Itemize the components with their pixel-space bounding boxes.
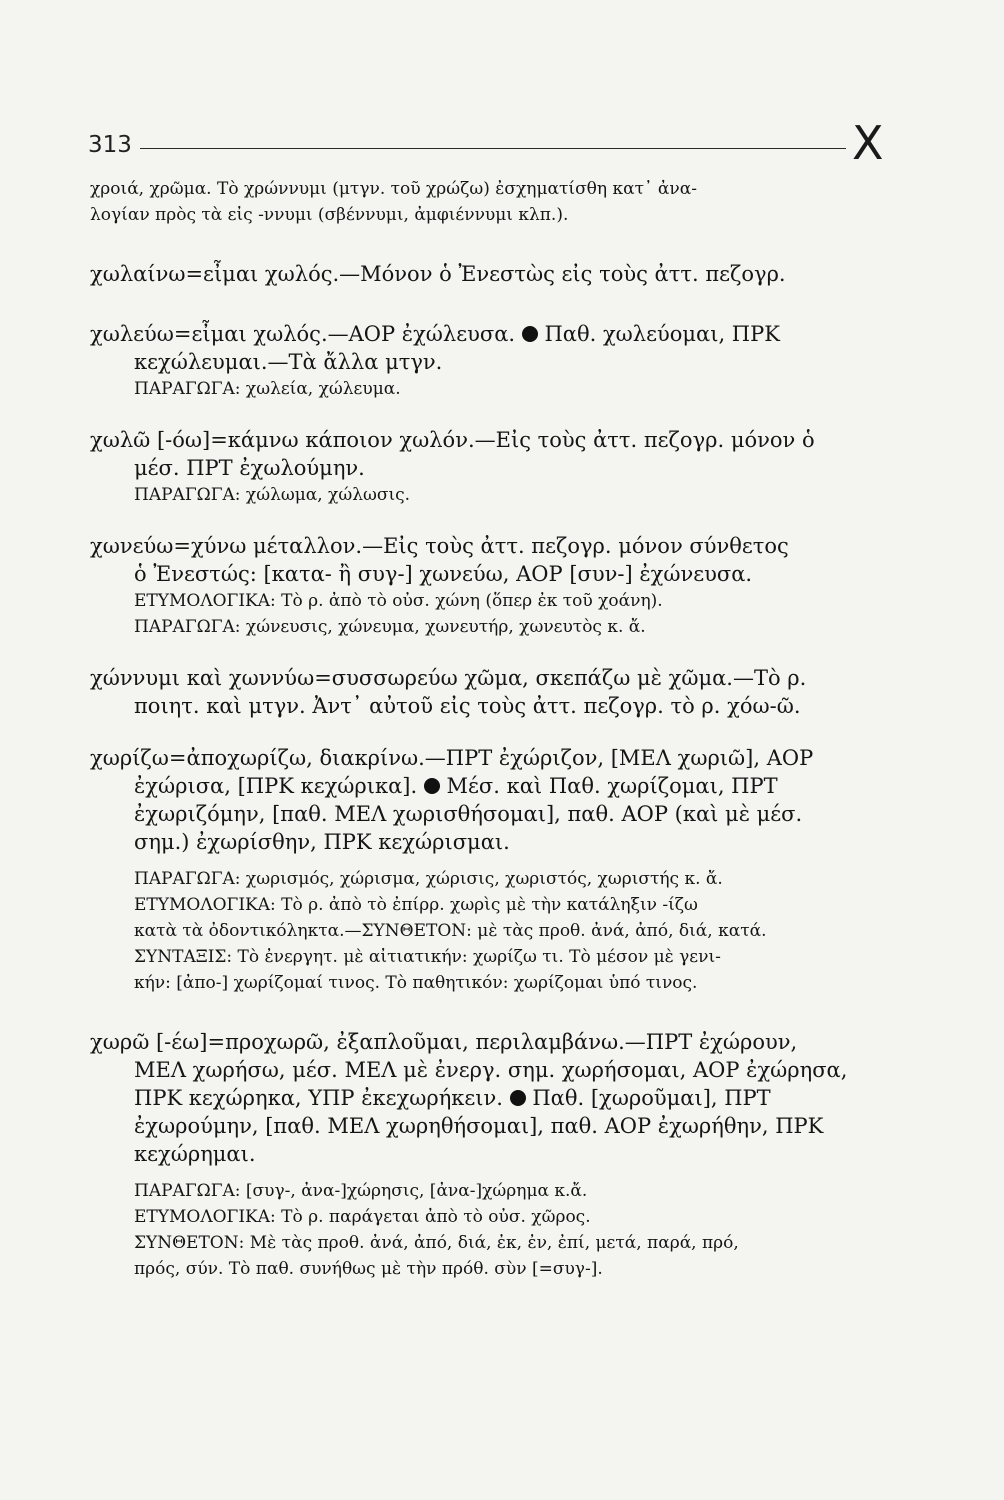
entry-text: ΠΡΚ κεχώρηκα, ΥΠΡ ἐκεχωρήκειν. <box>134 1086 503 1110</box>
etymology-note: ΕΤΥΜΟΛΟΓΙΚΑ: Τὸ ρ. παράγεται ἀπὸ τὸ οὐσ. χῶρος. <box>134 1207 591 1227</box>
compounds-note: πρός, σύν. Τὸ παθ. συνήθως μὲ τὴν πρόθ. σὺν [=συγ-]. <box>134 1259 603 1279</box>
entries <box>90 176 902 1282</box>
entry-text: χωλεύω=εἶμαι χωλός.—ΑΟΡ ἐχώλευσα. <box>90 322 516 346</box>
bullet-icon <box>522 326 538 342</box>
etymology-note: κατὰ τὰ ὀδοντικόληκτα.—ΣΥΝΘΕΤΟΝ: μὲ τὰς προθ. ἀνά, ἀπό, διά, κατά. <box>134 921 767 941</box>
bullet-icon <box>424 778 440 794</box>
entry-continuation-line: λογίαν πρὸς τὰ εἰς -ννυμι (σβέννυμι, ἀμφιέννυμι κλπ.). <box>90 205 569 225</box>
entry-headword-line: χωλῶ [-όω]=κάμνω κάποιον χωλόν.—Εἰς τοὺς ἀττ. πεζογρ. μόνον ὁ <box>90 428 815 452</box>
derivatives-note: ΠΑΡΑΓΩΓΑ: χώλωμα, χώλωσις. <box>134 485 411 505</box>
entry-headword-line: χωρῶ [-έω]=προχωρῶ, ἐξαπλοῦμαι, περιλαμβάνω.—ΠΡΤ ἐχώρουν, <box>90 1030 798 1054</box>
entry-text: ἐχώρισα, [ΠΡΚ κεχώρικα]. <box>134 774 418 798</box>
entry-line: μέσ. ΠΡΤ ἐχωλούμην. <box>134 456 365 480</box>
derivatives-note: ΠΑΡΑΓΩΓΑ: χωλεία, χώλευμα. <box>134 379 401 399</box>
entry-text: Παθ. [χωροῦμαι], ΠΡΤ <box>532 1086 771 1110</box>
syntax-note: ΣΥΝΤΑΞΙΣ: Τὸ ἐνεργητ. μὲ αἰτιατικήν: χωρίζω τι. Τὸ μέσον μὲ γενι- <box>134 947 721 967</box>
entry-headword-line: χωρίζω=ἀποχωρίζω, διακρίνω.—ΠΡΤ ἐχώριζον, [ΜΕΛ χωριῶ], ΑΟΡ <box>90 746 814 770</box>
entry-line: ἐχωριζόμην, [παθ. ΜΕΛ χωρισθήσομαι], παθ. ΑΟΡ (καὶ μὲ μέσ. <box>134 802 803 826</box>
running-head <box>88 118 888 168</box>
entry-line: ἐχωρούμην, [παθ. ΜΕΛ χωρηθήσομαι], παθ. ΑΟΡ ἐχωρήθην, ΠΡΚ <box>134 1114 824 1138</box>
entry-headword-line: χωνεύω=χύνω μέταλλον.—Εἰς τοὺς ἀττ. πεζογρ. μόνον σύνθετος <box>90 534 789 558</box>
entry-headword-line: χώννυμι καὶ χωννύω=συσσωρεύω χῶμα, σκεπάζω μὲ χῶμα.—Τὸ ρ. <box>90 666 807 690</box>
entry-line <box>90 772 902 800</box>
entry-line: ὁ Ἐνεστώς: [κατα- ἢ συγ-] χωνεύω, ΑΟΡ [συν-] ἐχώνευσα. <box>134 562 753 586</box>
compounds-note: ΣΥΝΘΕΤΟΝ: Μὲ τὰς προθ. ἀνά, ἀπό, διά, ἐκ, ἐν, ἐπί, μετά, παρά, πρό, <box>134 1233 739 1253</box>
entry-headword-line <box>90 320 902 348</box>
entry-line: κεχώρημαι. <box>134 1142 256 1166</box>
entry-continuation-line: χροιά, χρῶμα. Τὸ χρώννυμι (μτγν. τοῦ χρώζω) ἐσχηματίσθη κατ᾽ ἀνα- <box>90 179 697 199</box>
entry-line: σημ.) ἐχωρίσθην, ΠΡΚ κεχώρισμαι. <box>134 830 510 854</box>
entry-line: κεχώλευμαι.—Τὰ ἄλλα μτγν. <box>134 350 443 374</box>
derivatives-note: ΠΑΡΑΓΩΓΑ: χώνευσις, χώνευμα, χωνευτήρ, χωνευτὸς κ. ἄ. <box>134 617 646 637</box>
etymology-note: ΕΤΥΜΟΛΟΓΙΚΑ: Τὸ ρ. ἀπὸ τὸ οὐσ. χώνη (ὅπερ ἐκ τοῦ χοάνη). <box>134 591 663 611</box>
page-number: 313 <box>88 132 132 158</box>
derivatives-note: ΠΑΡΑΓΩΓΑ: [συγ-, ἀνα-]χώρησις, [ἀνα-]χώρημα κ.ἄ. <box>134 1181 588 1201</box>
bullet-icon <box>510 1090 526 1106</box>
entry-line: ΜΕΛ χωρήσω, μέσ. ΜΕΛ μὲ ἐνεργ. σημ. χωρήσομαι, ΑΟΡ ἐχώρησα, <box>134 1058 848 1082</box>
entry-line: ποιητ. καὶ μτγν. Ἀντ᾽ αὐτοῦ εἰς τοὺς ἀττ. πεζογρ. τὸ ρ. χόω-ῶ. <box>134 694 801 718</box>
header-rule <box>140 148 846 149</box>
entry-headword-line: χωλαίνω=εἶμαι χωλός.—Μόνον ὁ Ἐνεστὼς εἰς τοὺς ἀττ. πεζογρ. <box>90 262 786 286</box>
section-letter: Χ <box>852 116 884 170</box>
etymology-note: ΕΤΥΜΟΛΟΓΙΚΑ: Τὸ ρ. ἀπὸ τὸ ἐπίρρ. χωρὶς μὲ τὴν κατάληξιν -ίζω <box>134 895 698 915</box>
syntax-note: κήν: [ἀπο-] χωρίζομαί τινος. Τὸ παθητικόν: χωρίζομαι ὑπό τινος. <box>134 973 698 993</box>
entry-text: Παθ. χωλεύομαι, ΠΡΚ <box>544 322 780 346</box>
entry-text: Μέσ. καὶ Παθ. χωρίζομαι, ΠΡΤ <box>446 774 778 798</box>
derivatives-note: ΠΑΡΑΓΩΓΑ: χωρισμός, χώρισμα, χώρισις, χωριστός, χωριστής κ. ἄ. <box>134 869 723 889</box>
entry-line <box>90 1084 902 1112</box>
